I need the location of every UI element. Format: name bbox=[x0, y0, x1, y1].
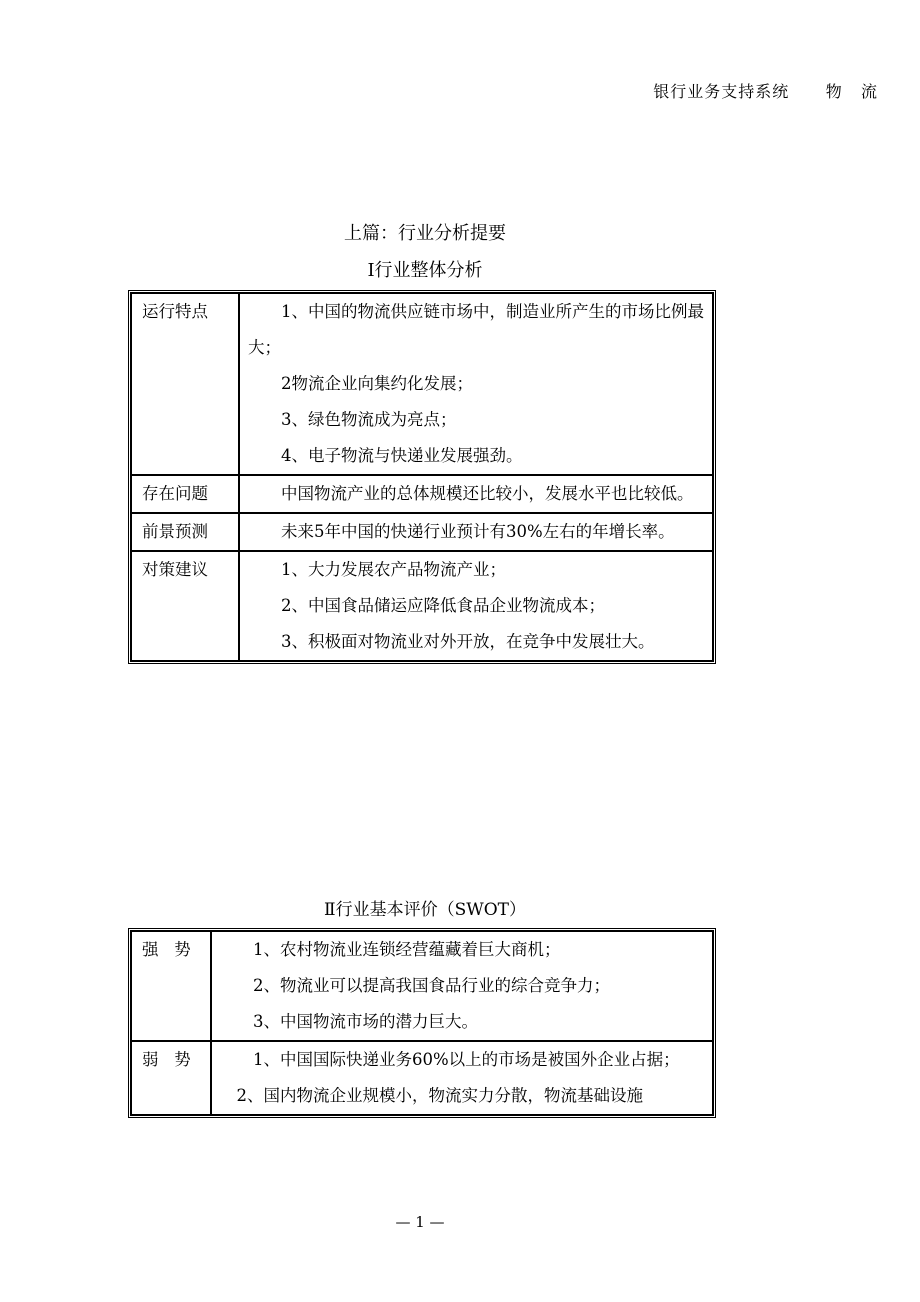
content-line: 3、积极面对物流业对外开放，在竞争中发展壮大。 bbox=[281, 632, 655, 651]
table-row bbox=[131, 551, 713, 661]
page-number: — 1 — bbox=[395, 1213, 445, 1231]
content-line: 3、中国物流市场的潜力巨大。 bbox=[253, 1012, 478, 1031]
content-line: 1、农村物流业连锁经营蕴藏着巨大商机； bbox=[253, 940, 561, 959]
row-label: 运行特点 bbox=[131, 293, 239, 475]
row-label: 强 势 bbox=[131, 931, 211, 1041]
content-line: 2、物流业可以提高我国食品行业的综合竞争力； bbox=[253, 976, 610, 995]
row-content bbox=[239, 293, 713, 475]
row-content bbox=[211, 1041, 713, 1115]
part-title: 上篇：行业分析提要 bbox=[344, 223, 506, 244]
row-label: 前景预测 bbox=[131, 513, 239, 551]
content-line: 2物流企业向集约化发展； bbox=[281, 374, 473, 393]
table-row bbox=[131, 475, 713, 513]
page-header: 银行业务支持系统 物 流 bbox=[653, 82, 878, 101]
table-row bbox=[131, 931, 713, 1041]
row-label: 对策建议 bbox=[131, 551, 239, 661]
swot-table bbox=[128, 928, 716, 1118]
content-line: 未来5年中国的快递行业预计有30%左右的年增长率。 bbox=[281, 522, 675, 541]
table-row bbox=[131, 513, 713, 551]
content-line: 4、电子物流与快递业发展强劲。 bbox=[281, 446, 523, 465]
content-line: 2、中国食品储运应降低食品企业物流成本； bbox=[281, 596, 605, 615]
content-line: 中国物流产业的总体规模还比较小，发展水平也比较低。 bbox=[281, 484, 694, 503]
row-content bbox=[239, 475, 713, 513]
table-row bbox=[131, 293, 713, 475]
row-label: 存在问题 bbox=[131, 475, 239, 513]
content-line: 1、中国国际快递业务60%以上的市场是被国外企业占据； bbox=[253, 1050, 680, 1069]
table-row bbox=[131, 1041, 713, 1115]
section-title-swot: Ⅱ行业基本评价（SWOT） bbox=[324, 900, 526, 920]
row-content bbox=[239, 513, 713, 551]
section-title-overall: Ⅰ行业整体分析 bbox=[367, 260, 483, 281]
content-line: 3、绿色物流成为亮点； bbox=[281, 410, 457, 429]
content-line: 2、国内物流企业规模小，物流实力分散，物流基础设施 bbox=[236, 1086, 643, 1105]
row-label: 弱 势 bbox=[131, 1041, 211, 1115]
row-content bbox=[239, 551, 713, 661]
content-line: 1、大力发展农产品物流产业； bbox=[281, 560, 506, 579]
row-content bbox=[211, 931, 713, 1041]
overall-analysis-table bbox=[128, 290, 716, 664]
content-line: 1、中国的物流供应链市场中，制造业所产生的市场比例最大； bbox=[248, 302, 704, 357]
